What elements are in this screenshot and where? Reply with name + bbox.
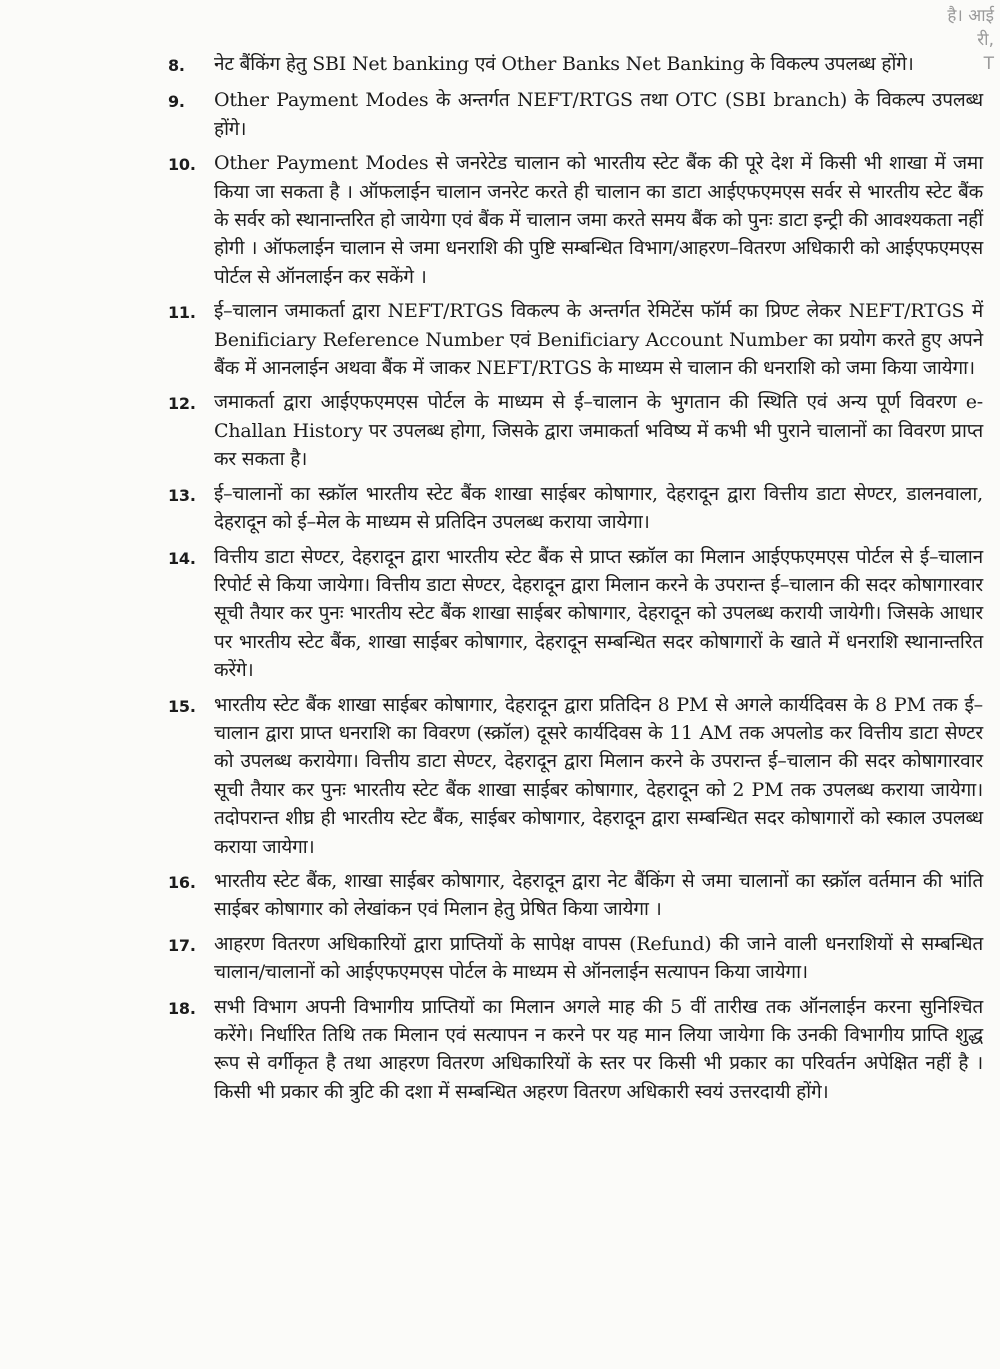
item-number: 12. xyxy=(168,394,196,414)
item-number: 10. xyxy=(168,155,196,175)
item-number: 15. xyxy=(168,696,196,716)
item-number: 16. xyxy=(168,872,196,892)
list-item-17 xyxy=(168,930,983,987)
list-item-14 xyxy=(168,543,983,685)
list-item-15 xyxy=(168,691,983,861)
item-text: आहरण वितरण अधिकारियों द्वारा प्राप्तियों के सापेक्ष वापस (Refund) की जाने वाली धनराशियों से सम्बन्धित चालान/चालानों को आईएफएमएस पोर्टल के माध्यम से ऑनलाईन सत्यापन किया जायेगा। xyxy=(214,932,983,984)
item-text: भारतीय स्टेट बैंक शाखा साईबर कोषागार, देहरादून द्वारा प्रतिदिन 8 PM से अगले कार्यदिवस के 8 PM तक ई–चालान द्वारा प्राप्त धनराशि का विवरण (स्क्रॉल) दूसरे कार्यदिवस के 11 AM तक अपलोड कर वित्तीय डाटा सेण्टर को उपलब्ध करायेगा। वित्तीय डाटा सेण्टर, देहरादून द्वारा मिलान करने के उपरान्त ई–चालान की सदर कोषागारवार सूची तैयार कर पुनः भारतीय स्टेट बैंक शाखा साईबर कोषागार, देहरादून को 2 PM तक उपलब्ध कराया जायेगा। तदोपरान्त शीघ्र ही भारतीय स्टेट बैंक, साईबर कोषागार, देहरादून द्वारा सम्बन्धित सदर कोषागारों को स्काल उपलब्ध कराया जायेगा। xyxy=(214,693,983,858)
item-text: ई–चालानों का स्क्रॉल भारतीय स्टेट बैंक शाखा साईबर कोषागार, देहरादून द्वारा वित्तीय डाटा सेण्टर, डालनवाला, देहरादून को ई–मेल के माध्यम से प्रतिदिन उपलब्ध कराया जायेगा। xyxy=(214,482,983,534)
item-text: Other Payment Modes से जनरेटेड चालान को भारतीय स्टेट बैंक की पूरे देश में किसी भी शाखा में जमा किया जा सकता है । ऑफलाईन चालान जनरेट करते ही चालान का डाटा आईएफएमएस सर्वर से भारतीय स्टेट बैंक के सर्वर को स्थानान्तरित हो जायेगा एवं बैंक में चालान जमा करते समय बैंक को पुनः डाटा इन्ट्री की आवश्यकता नहीं होगी । ऑफलाईन चालान से जमा धनराशि की पुष्टि सम्बन्धित विभाग/आहरण–वितरण अधिकारी को आईएफएमएस पोर्टल से ऑनलाईन कर सकेंगे । xyxy=(214,152,983,288)
item-text: नेट बैंकिंग हेतु SBI Net banking एवं Other Banks Net Banking के विकल्प उपलब्ध होंगे। xyxy=(214,53,914,75)
item-number: 9. xyxy=(168,92,185,112)
item-number: 13. xyxy=(168,485,196,505)
item-text: ई–चालान जमाकर्ता द्वारा NEFT/RTGS विकल्प के अन्तर्गत रेमिटेंस फॉर्म का प्रिण्ट लेकर NEFT/RTGS में Benificiary Reference Number एवं Benificiary Account Number का प्रयोग करते हुए अपने बैंक में आनलाईन अथवा बैंक में जाकर NEFT/RTGS के माध्यम से चालान की धनराशि को जमा किया जायेगा। xyxy=(214,300,983,380)
list-item-10 xyxy=(168,149,983,291)
item-number: 14. xyxy=(168,548,196,568)
list-item-18 xyxy=(168,993,983,1107)
list-item-9 xyxy=(168,86,983,143)
item-number: 11. xyxy=(168,303,196,323)
item-text: जमाकर्ता द्वारा आईएफएमएस पोर्टल के माध्यम से ई–चालान के भुगतान की स्थिति एवं अन्य पूर्ण विवरण e-Challan History पर उपलब्ध होगा, जिसके द्वारा जमाकर्ता भविष्य में कभी भी पुराने चालानों का विवरण प्राप्त कर सकता है। xyxy=(214,391,983,471)
item-text: सभी विभाग अपनी विभागीय प्राप्तियों का मिलान अगले माह की 5 वीं तारीख तक ऑनलाईन करना सुनिश्चित करेंगे। निर्धारित तिथि तक मिलान एवं सत्यापन न करने पर यह मान लिया जायेगा कि उनकी विभागीय प्राप्ति शुद्ध रूप से वर्गीकृत है तथा आहरण वितरण अधिकारियों के स्तर पर किसी भी प्रकार का परिवर्तन अपेक्षित नहीं है । किसी भी प्रकार की त्रुटि की दशा में सम्बन्धित अहरण वितरण अधिकारी स्वयं उत्तरदायी होंगे। xyxy=(214,995,983,1103)
margin-note: T xyxy=(983,54,994,74)
list-item-12 xyxy=(168,388,983,473)
item-text: Other Payment Modes के अन्तर्गत NEFT/RTGS तथा OTC (SBI branch) के विकल्प उपलब्ध होंगे। xyxy=(214,89,983,140)
margin-note: री, xyxy=(977,30,994,50)
item-number: 18. xyxy=(168,998,196,1018)
list-item-16 xyxy=(168,867,983,924)
list-item-8 xyxy=(168,50,983,80)
numbered-list xyxy=(168,50,983,1112)
item-number: 8. xyxy=(168,56,185,75)
item-number: 17. xyxy=(168,935,196,955)
margin-note: है। आई xyxy=(947,6,994,26)
list-item-11 xyxy=(168,297,983,382)
item-text: भारतीय स्टेट बैंक, शाखा साईबर कोषागार, देहरादून द्वारा नेट बैंकिंग से जमा चालानों का स्क्रॉल वर्तमान की भांति साईबर कोषागार को लेखांकन एवं मिलान हेतु प्रेषित किया जायेगा । xyxy=(214,869,983,921)
list-item-13 xyxy=(168,480,983,537)
item-text: वित्तीय डाटा सेण्टर, देहरादून द्वारा भारतीय स्टेट बैंक से प्राप्त स्क्रॉल का मिलान आईएफएमएस पोर्टल से ई–चालान रिपोर्ट से किया जायेगा। वित्तीय डाटा सेण्टर, देहरादून द्वारा मिलान करने के उपरान्त ई–चालान की सदर कोषागारवार सूची तैयार कर पुनः भारतीय स्टेट बैंक शाखा साईबर कोषागार, देहरादून को उपलब्ध करायी जायेगी। जिसके आधार पर भारतीय स्टेट बैंक, शाखा साईबर कोषागार, देहरादून सम्बन्धित सदर कोषागारों के खाते में धनराशि स्थानान्तरित करेंगे। xyxy=(214,545,983,682)
